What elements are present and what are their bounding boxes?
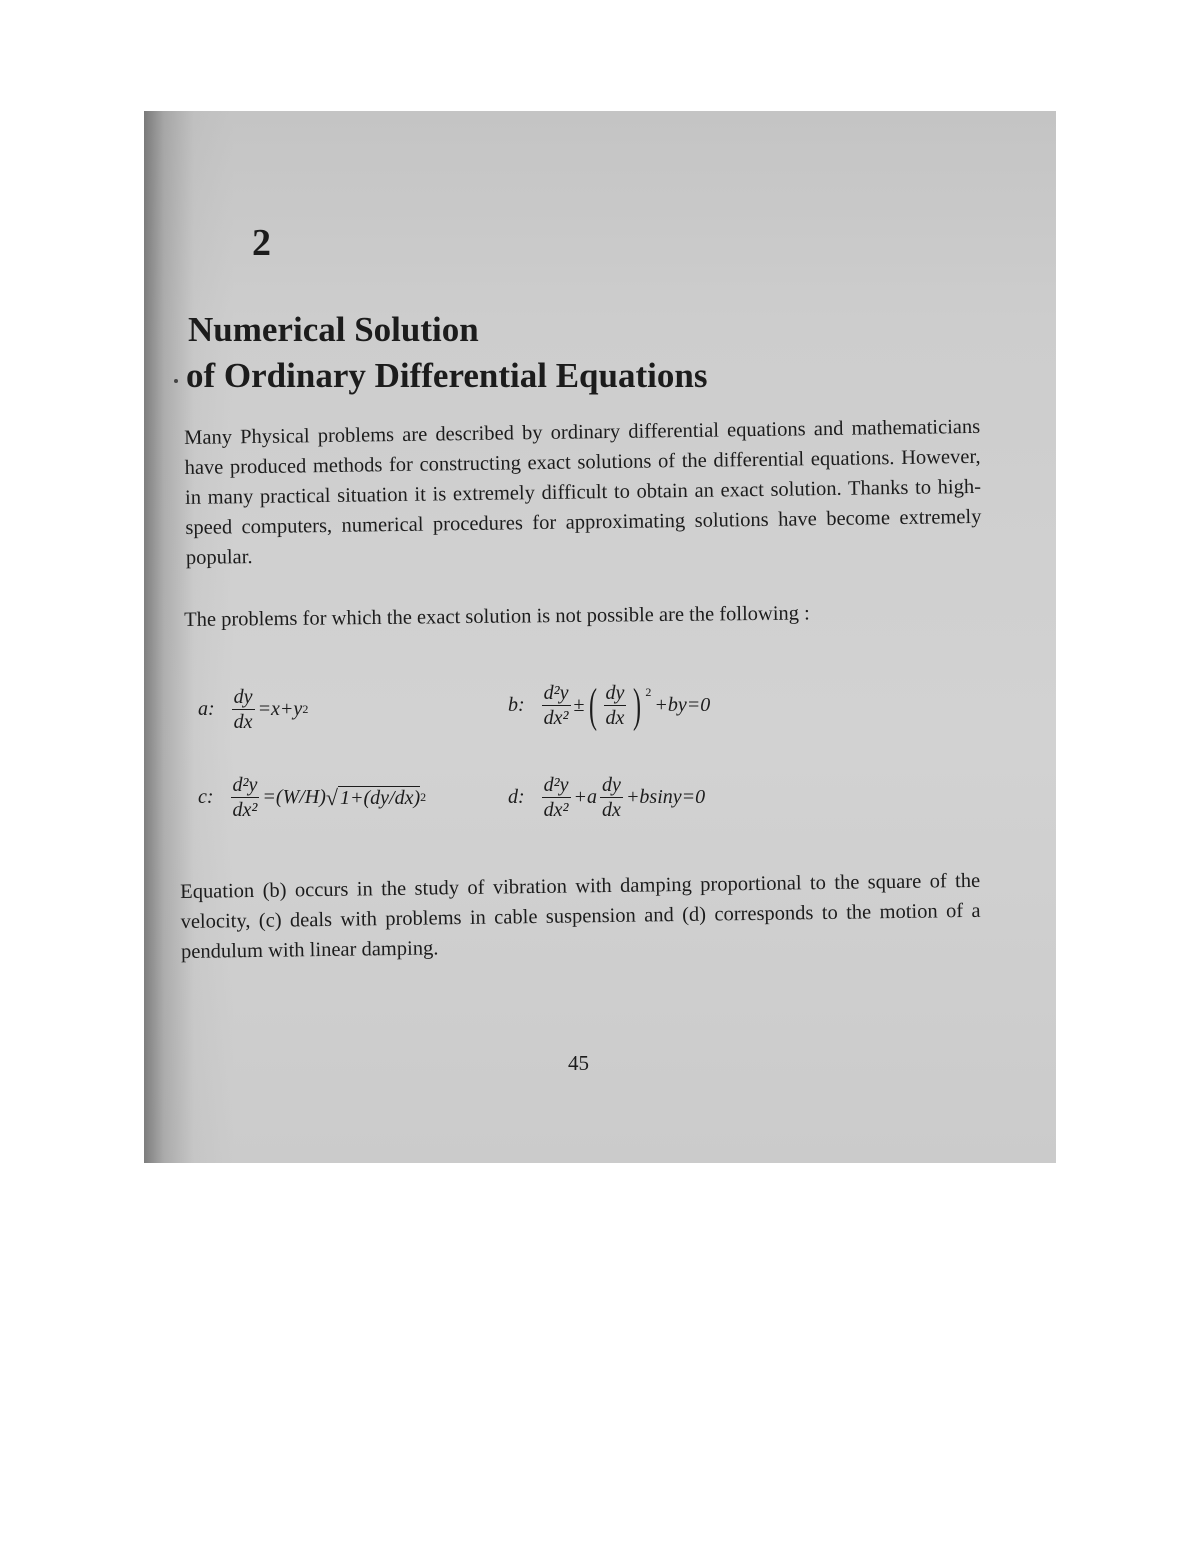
equation-b-tail: +by=0	[654, 694, 711, 716]
intro-paragraph: Many Physical problems are described by ordinary differential equations and mathematicians have produced methods for constructing exact solutions of the differential equations. However, in many practical situation it is extremely difficult to obtain an exact solution. Thanks to high-speed computers, numerical procedures for approximating solutions have become extremely popular.	[184, 415, 982, 569]
equation-b-fraction-1	[542, 681, 571, 730]
equation-a	[198, 685, 308, 734]
equation-a-fraction	[232, 685, 255, 734]
equation-c-exponent: 2	[420, 790, 427, 804]
equation-d-fraction-1	[542, 773, 571, 822]
fraction-denominator: dx²	[232, 799, 258, 821]
closing-paragraph: Equation (b) occurs in the study of vibration with damping proportional to the square of the velocity, (c) deals with problems in cable suspension and (d) corresponds to the motion of a pendulum with linear damping.	[180, 869, 981, 963]
equation-c-radicand: 1+(dy/dx)	[339, 786, 421, 809]
scan-speck	[174, 379, 178, 383]
left-parenthesis: (	[588, 678, 597, 732]
equation-d-tail: +bsiny=0	[625, 786, 706, 808]
fraction-numerator: d²y	[543, 774, 569, 796]
equation-a-rhs: =x+y	[257, 698, 303, 720]
equation-b-operator: ±	[573, 694, 585, 716]
equation-d-label: d:	[508, 786, 525, 808]
equation-b-label: b:	[508, 694, 525, 716]
equation-d-fraction-2	[600, 773, 623, 822]
fraction-numerator: d²y	[232, 774, 258, 796]
chapter-title-line1: Numerical Solution	[188, 310, 479, 349]
fraction-denominator: dx	[605, 707, 625, 729]
equation-b-exponent: 2	[645, 685, 652, 699]
right-parenthesis: )	[633, 678, 642, 732]
equation-d	[508, 773, 705, 822]
equation-d-middle: +a	[573, 786, 598, 808]
page-number: 45	[568, 1051, 589, 1075]
fraction-denominator: dx	[602, 799, 621, 821]
fraction-numerator: d²y	[543, 682, 569, 704]
fraction-numerator: dy	[605, 682, 625, 704]
equation-c-rhs: =(W/H)	[262, 786, 326, 808]
equation-b	[508, 678, 711, 732]
fraction-denominator: dx	[233, 711, 253, 733]
chapter-number: 2	[252, 222, 271, 264]
fraction-numerator: dy	[233, 686, 253, 708]
fraction-denominator: dx²	[543, 799, 569, 821]
equation-b-fraction-2	[604, 681, 627, 730]
lead-paragraph: The problems for which the exact solution is not possible are the following :	[184, 602, 810, 631]
square-root-sign: √	[325, 784, 338, 810]
scanned-page	[144, 111, 1056, 1163]
chapter-title	[188, 307, 707, 399]
fraction-numerator: dy	[602, 774, 621, 796]
equation-c-fraction	[231, 773, 260, 822]
equation-c	[198, 773, 426, 822]
equation-c-label: c:	[198, 786, 214, 808]
equation-a-label: a:	[198, 698, 215, 720]
equation-a-exponent: 2	[302, 702, 309, 716]
fraction-denominator: dx²	[543, 707, 569, 729]
chapter-title-line2: of Ordinary Differential Equations	[186, 356, 708, 395]
